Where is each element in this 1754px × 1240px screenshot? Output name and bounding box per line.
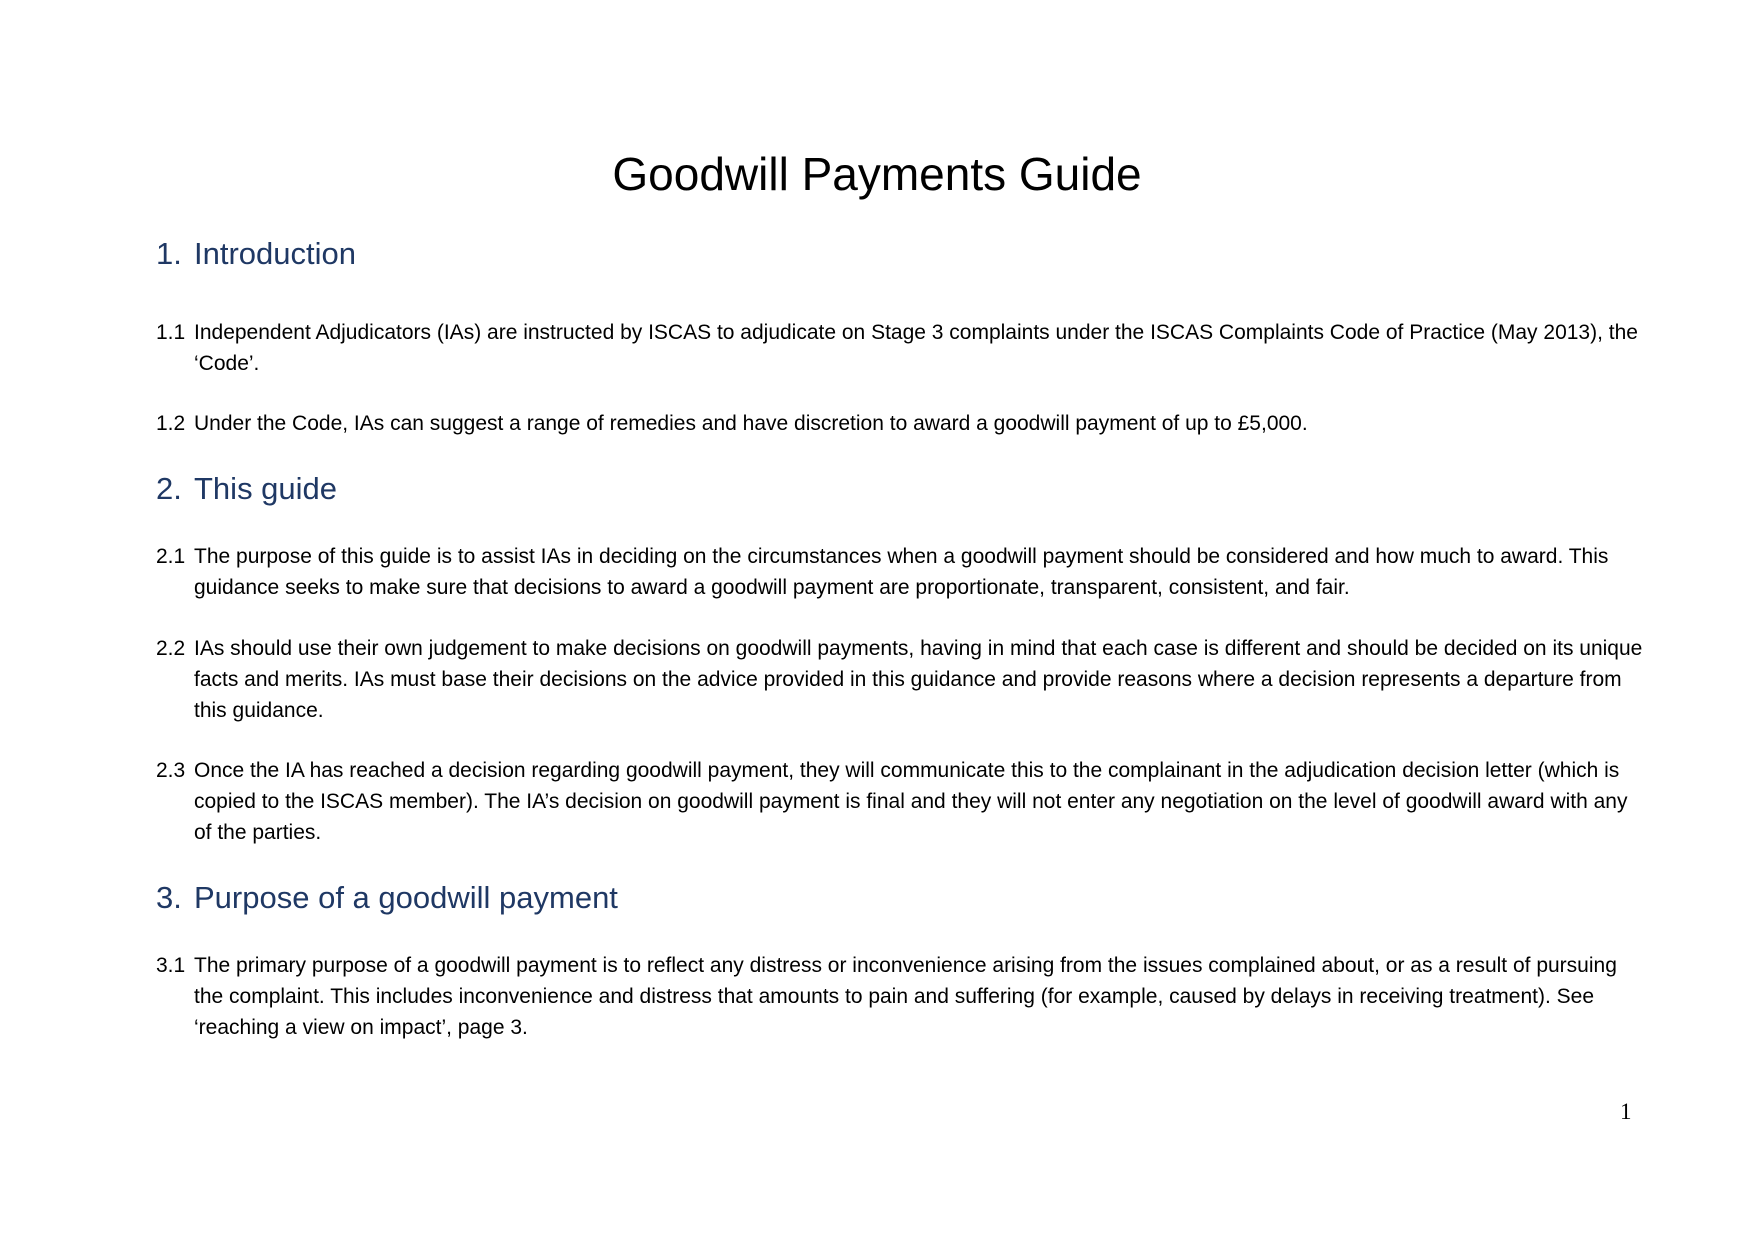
paragraph-2-1: [156, 541, 1646, 603]
paragraph-text: Independent Adjudicators (IAs) are instructed by ISCAS to adjudicate on Stage 3 complaints under the ISCAS Complaints Code of Practice (May 2013), the ‘Code’.: [194, 321, 1638, 375]
paragraph-1-2: [156, 408, 1646, 439]
paragraph-number: 1.2: [156, 412, 186, 435]
section-heading-this-guide: [156, 469, 337, 509]
section-number: 2.: [156, 471, 182, 506]
paragraph-number: 1.1: [156, 321, 186, 344]
page-number: 1: [1620, 1099, 1632, 1124]
section-title: Purpose of a goodwill payment: [194, 880, 618, 915]
section-heading-purpose: [156, 878, 618, 918]
section-number: 3.: [156, 880, 182, 915]
section-number: 1.: [156, 236, 182, 271]
paragraph-text: IAs should use their own judgement to make decisions on goodwill payments, having in mind that each case is different and should be decided on its unique facts and merits. IAs must base their decisions on the advice provided in this guidance and provide reasons where a decision represents a departure from this guidance.: [194, 637, 1643, 722]
paragraph-text: The primary purpose of a goodwill payment is to reflect any distress or inconvenience arising from the issues complained about, or as a result of pursuing the complaint. This includes inconvenience and distress that amounts to pain and suffering (for example, caused by delays in receiving treatment). See ‘reaching a view on impact’, page 3.: [194, 954, 1617, 1039]
paragraph-number: 2.3: [156, 759, 186, 782]
section-title: This guide: [194, 471, 338, 506]
section-heading-introduction: [156, 234, 356, 274]
paragraph-number: 2.1: [156, 545, 186, 568]
paragraph-text: Once the IA has reached a decision regarding goodwill payment, they will communicate this to the complainant in the adjudication decision letter (which is copied to the ISCAS member). The IA’s decision on goodwill payment is final and they will not enter any negotiation on the level of goodwill award with any of the parties.: [194, 759, 1628, 844]
paragraph-text: Under the Code, IAs can suggest a range of remedies and have discretion to award a goodwill payment of up to £5,000.: [194, 412, 1308, 435]
section-title: Introduction: [194, 236, 356, 271]
paragraph-number: 2.2: [156, 637, 186, 660]
paragraph-2-3: [156, 755, 1646, 848]
paragraph-number: 3.1: [156, 954, 186, 977]
document-title: Goodwill Payments Guide: [612, 148, 1142, 200]
paragraph-1-1: [156, 317, 1646, 379]
paragraph-3-1: [156, 950, 1646, 1043]
paragraph-2-2: [156, 633, 1646, 726]
paragraph-text: The purpose of this guide is to assist IAs in deciding on the circumstances when a goodwill payment should be considered and how much to award. This guidance seeks to make sure that decisions to award a goodwill payment are proportionate, transparent, consistent, and fair.: [194, 545, 1609, 599]
